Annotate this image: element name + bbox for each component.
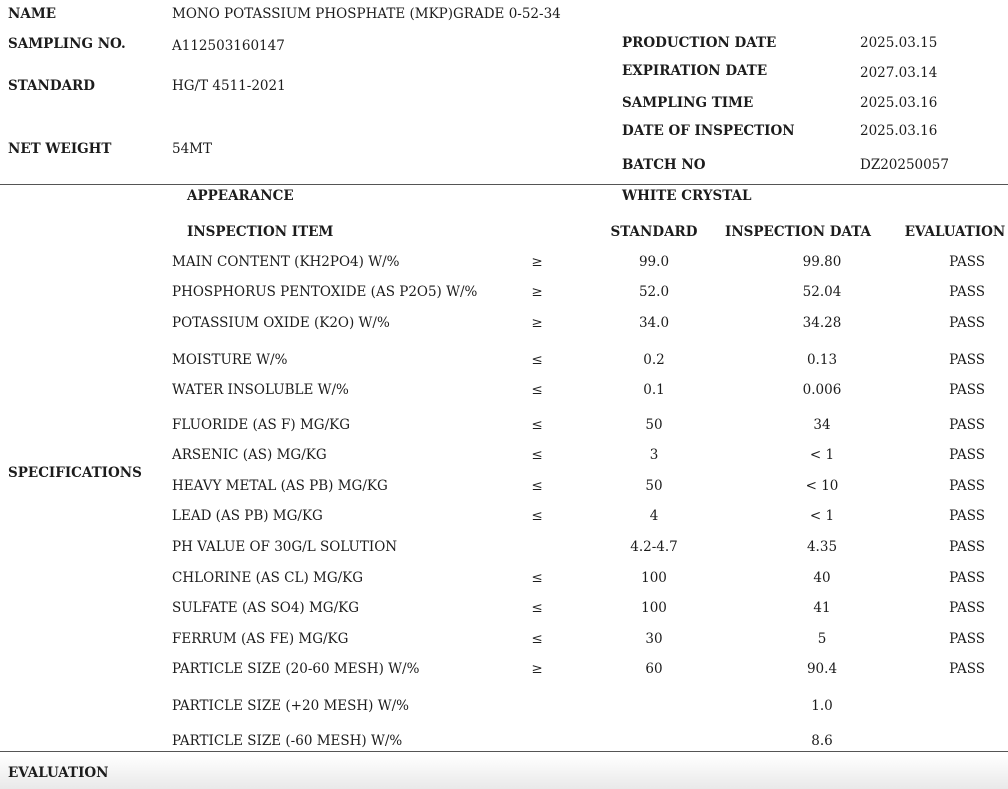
spec-standard: 4.2-4.7 <box>630 539 678 555</box>
standard-value: HG/T 4511-2021 <box>172 78 286 94</box>
spec-inspection-data: 52.04 <box>802 284 842 300</box>
spec-inspection-data: 34.28 <box>802 315 842 331</box>
spec-item: PHOSPHORUS PENTOXIDE (AS P2O5) W/% <box>172 284 478 300</box>
name-label: NAME <box>8 6 57 22</box>
expiration-date-label: EXPIRATION DATE <box>622 63 768 79</box>
sampling-time-value: 2025.03.16 <box>860 95 938 111</box>
spec-evaluation: PASS <box>949 631 985 647</box>
spec-evaluation: PASS <box>949 600 985 616</box>
spec-evaluation: PASS <box>949 508 985 524</box>
sampling-time-label: SAMPLING TIME <box>622 95 754 111</box>
batch-no-label: BATCH NO <box>622 157 706 173</box>
col-header-item: INSPECTION ITEM <box>187 224 334 240</box>
spec-inspection-data: 5 <box>817 631 827 647</box>
spec-inspection-data: 4.35 <box>806 539 838 555</box>
spec-inspection-data: 99.80 <box>802 254 842 270</box>
spec-item: MOISTURE W/% <box>172 352 288 368</box>
spec-standard: 30 <box>645 631 663 647</box>
spec-operator: ≤ <box>531 447 543 463</box>
spec-item: PARTICLE SIZE (-60 MESH) W/% <box>172 733 403 749</box>
col-header-inspection-data: INSPECTION DATA <box>725 224 871 240</box>
date-of-inspection-value: 2025.03.16 <box>860 123 938 139</box>
spec-inspection-data: 0.006 <box>802 382 842 398</box>
spec-evaluation: PASS <box>949 661 985 677</box>
spec-operator: ≥ <box>531 254 543 270</box>
spec-evaluation: PASS <box>949 417 985 433</box>
production-date-label: PRODUCTION DATE <box>622 35 777 51</box>
spec-standard: 99.0 <box>638 254 670 270</box>
spec-evaluation: PASS <box>949 447 985 463</box>
spec-inspection-data: < 1 <box>809 447 835 463</box>
spec-operator: ≤ <box>531 570 543 586</box>
header-divider <box>0 184 1008 185</box>
batch-no-value: DZ20250057 <box>860 157 949 173</box>
spec-operator: ≤ <box>531 508 543 524</box>
spec-inspection-data: 41 <box>813 600 831 616</box>
net-weight-value: 54MT <box>172 141 213 157</box>
spec-standard: 3 <box>649 447 659 463</box>
spec-standard: 0.2 <box>643 352 665 368</box>
spec-operator: ≤ <box>531 478 543 494</box>
col-header-evaluation: EVALUATION <box>904 224 1006 240</box>
spec-standard: 52.0 <box>638 284 670 300</box>
spec-inspection-data: 1.0 <box>811 698 833 714</box>
spec-evaluation: PASS <box>949 352 985 368</box>
spec-inspection-data: 34 <box>813 417 831 433</box>
spec-item: POTASSIUM OXIDE (K2O) W/% <box>172 315 390 331</box>
spec-operator: ≥ <box>531 315 543 331</box>
spec-item: LEAD (AS PB) MG/KG <box>172 508 323 524</box>
spec-operator: ≥ <box>531 284 543 300</box>
spec-standard: 34.0 <box>638 315 670 331</box>
spec-item: WATER INSOLUBLE W/% <box>172 382 349 398</box>
net-weight-label: NET WEIGHT <box>8 141 112 157</box>
spec-item: PARTICLE SIZE (+20 MESH) W/% <box>172 698 409 714</box>
spec-evaluation: PASS <box>949 478 985 494</box>
spec-item: CHLORINE (AS CL) MG/KG <box>172 570 364 586</box>
specifications-label: SPECIFICATIONS <box>8 465 142 481</box>
spec-evaluation: PASS <box>949 284 985 300</box>
spec-item: PARTICLE SIZE (20-60 MESH) W/% <box>172 661 420 677</box>
spec-operator: ≤ <box>531 352 543 368</box>
spec-item: FERRUM (AS FE) MG/KG <box>172 631 349 647</box>
spec-standard: 50 <box>645 417 663 433</box>
col-header-standard: STANDARD <box>610 224 698 240</box>
sampling-no-value: A112503160147 <box>172 38 285 54</box>
spec-item: FLUORIDE (AS F) MG/KG <box>172 417 351 433</box>
spec-evaluation: PASS <box>949 254 985 270</box>
expiration-date-value: 2027.03.14 <box>860 65 938 81</box>
footer-shade <box>0 755 1008 789</box>
spec-evaluation: PASS <box>949 382 985 398</box>
spec-inspection-data: 90.4 <box>806 661 838 677</box>
footer-divider <box>0 751 1008 752</box>
spec-inspection-data: 40 <box>813 570 831 586</box>
appearance-value: WHITE CRYSTAL <box>622 188 752 204</box>
spec-evaluation: PASS <box>949 315 985 331</box>
spec-inspection-data: 0.13 <box>806 352 838 368</box>
appearance-label: APPEARANCE <box>187 188 294 204</box>
spec-inspection-data: 8.6 <box>811 733 833 749</box>
spec-operator: ≤ <box>531 417 543 433</box>
evaluation-label: EVALUATION <box>8 765 109 781</box>
spec-item: ARSENIC (AS) MG/KG <box>172 447 327 463</box>
spec-item: HEAVY METAL (AS PB) MG/KG <box>172 478 388 494</box>
spec-item: SULFATE (AS SO4) MG/KG <box>172 600 359 616</box>
sampling-no-label: SAMPLING NO. <box>8 36 126 52</box>
spec-inspection-data: < 1 <box>809 508 835 524</box>
spec-operator: ≤ <box>531 600 543 616</box>
spec-standard: 60 <box>645 661 663 677</box>
production-date-value: 2025.03.15 <box>860 35 938 51</box>
spec-inspection-data: < 10 <box>805 478 839 494</box>
spec-standard: 50 <box>645 478 663 494</box>
spec-standard: 0.1 <box>643 382 665 398</box>
spec-operator: ≤ <box>531 382 543 398</box>
spec-evaluation: PASS <box>949 539 985 555</box>
standard-label: STANDARD <box>8 78 95 94</box>
spec-operator: ≥ <box>531 661 543 677</box>
spec-item: MAIN CONTENT (KH2PO4) W/% <box>172 254 400 270</box>
spec-standard: 100 <box>641 600 667 616</box>
spec-standard: 100 <box>641 570 667 586</box>
date-of-inspection-label: DATE OF INSPECTION <box>622 123 795 139</box>
name-value: MONO POTASSIUM PHOSPHATE (MKP)GRADE 0-52-34 <box>172 6 561 22</box>
spec-operator: ≤ <box>531 631 543 647</box>
spec-standard: 4 <box>649 508 659 524</box>
spec-evaluation: PASS <box>949 570 985 586</box>
spec-item: PH VALUE OF 30G/L SOLUTION <box>172 539 398 555</box>
